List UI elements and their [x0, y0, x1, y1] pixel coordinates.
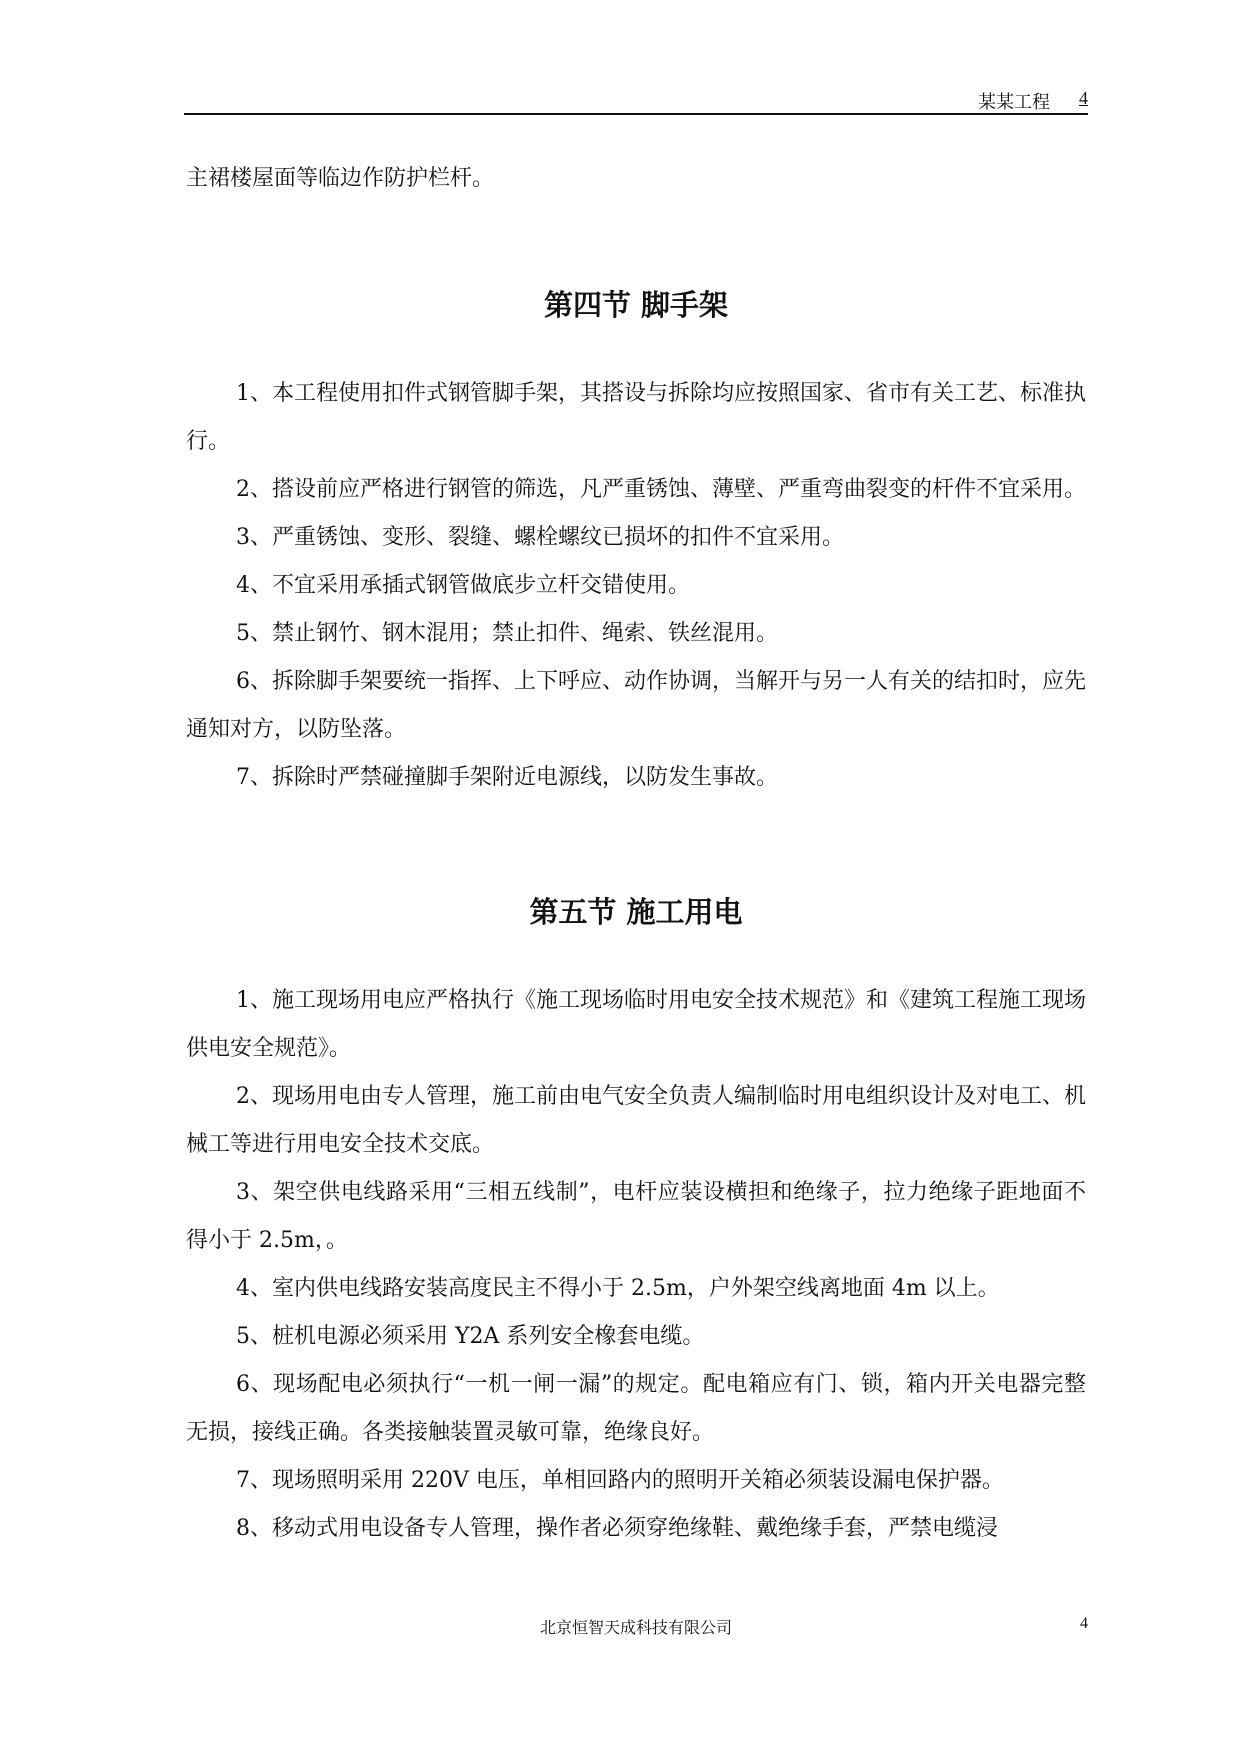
section5-item-5: 5、桩机电源必须采用 Y2A 系列安全橡套电缆。	[236, 1324, 705, 1349]
section5-item-1: 1、施工现场用电应严格执行《施工现场临时用电安全技术规范》和《建筑工程施工现场供电安全规范》。	[186, 988, 1086, 1061]
section-title-scaffolding: 第四节 脚手架	[543, 288, 729, 322]
footer-page-number: 4	[1080, 1615, 1088, 1632]
section4-item-3: 3、严重锈蚀、变形、裂缝、螺栓螺纹已损坏的扣件不宜采用。	[236, 525, 844, 550]
section4-item-4: 4、不宜采用承插式钢管做底步立杆交错使用。	[236, 573, 690, 598]
section4-item-6: 6、拆除脚手架要统一指挥、上下呼应、动作协调，当解开与另一人有关的结扣时，应先通知对方，以防坠落。	[186, 669, 1086, 742]
section5-item-8: 8、移动式用电设备专人管理，操作者必须穿绝缘鞋、戴绝缘手套，严禁电缆浸	[236, 1516, 998, 1541]
section5-item-2: 2、现场用电由专人管理，施工前由电气安全负责人编制临时用电组织设计及对电工、机械工等进行用电安全技术交底。	[186, 1084, 1086, 1157]
header-rule	[184, 113, 1088, 115]
section4-item-5: 5、禁止钢竹、钢木混用；禁止扣件、绳索、铁丝混用。	[236, 621, 778, 646]
section4-item-7: 7、拆除时严禁碰撞脚手架附近电源线，以防发生事故。	[236, 765, 778, 790]
section4-item-2: 2、搭设前应严格进行钢管的筛选，凡严重锈蚀、薄壁、严重弯曲裂变的杆件不宜采用。	[236, 477, 1086, 502]
header-page-number: 4	[1079, 88, 1088, 108]
page-footer	[184, 1615, 1088, 1639]
section5-item-6: 6、现场配电必须执行“一机一闸一漏”的规定。配电箱应有门、锁，箱内开关电器完整无损，接线正确。各类接触装置灵敏可靠，绝缘良好。	[186, 1372, 1086, 1445]
section5-item-4: 4、室内供电线路安装高度民主不得小于 2.5m，户外架空线离地面 4m 以上。	[236, 1276, 1000, 1301]
header-title: 某某工程	[978, 92, 1050, 113]
section5-item-7: 7、现场照明采用 220V 电压，单相回路内的照明开关箱必须装设漏电保护器。	[236, 1468, 1004, 1493]
document-body	[186, 155, 1086, 1553]
section5-item-3: 3、架空供电线路采用“三相五线制”，电杆应装设横担和绝缘子，拉力绝缘子距地面不得小于 2.5m，。	[186, 1180, 1086, 1253]
page-header	[184, 84, 1088, 114]
footer-company: 北京恒智天成科技有限公司	[539, 1618, 732, 1637]
section4-item-1: 1、本工程使用扣件式钢管脚手架，其搭设与拆除均应按照国家、省市有关工艺、标准执行。	[186, 381, 1086, 454]
intro-line: 主裙楼屋面等临边作防护栏杆。	[186, 166, 495, 191]
section-title-electricity: 第五节 施工用电	[529, 895, 743, 929]
